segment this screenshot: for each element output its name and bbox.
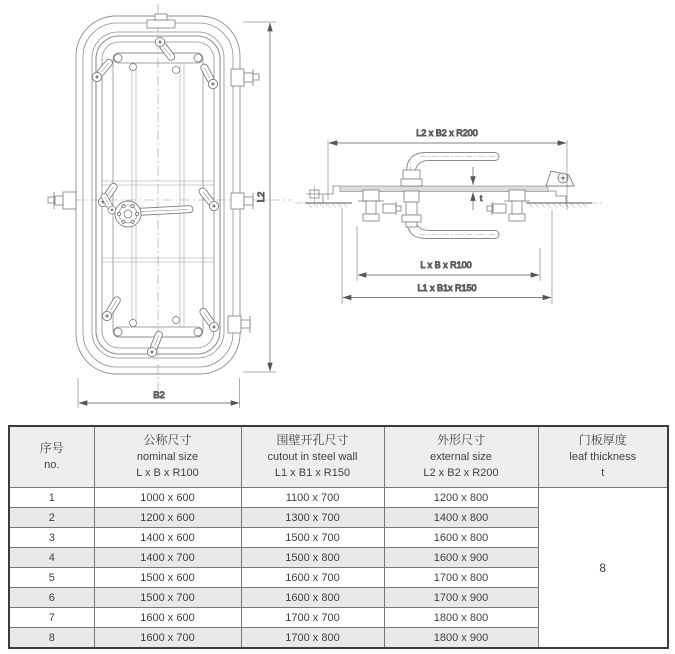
dog-clamp-bottom-left [101,295,123,322]
cell-leaf-thickness: 8 [538,488,668,649]
cell-cutout: 1700 x 700 [241,608,384,628]
header-cutout-zh: 围壁开孔尺寸 [276,433,349,448]
cell-cutout: 1700 x 800 [241,628,384,649]
header-external-en: external size [430,450,492,463]
header-external [384,426,538,488]
cell-cutout: 1500 x 700 [241,528,384,548]
hinge [546,171,574,186]
cell-nominal: 1500 x 600 [94,568,241,588]
header-thickness-formula: t [601,466,605,479]
dog-clamp-top-left [91,57,115,83]
table-header-row [9,426,668,488]
spec-table [8,425,669,649]
table-row [9,488,668,508]
bracket-bottom-right [228,316,250,333]
cell-external: 1800 x 800 [384,608,538,628]
cell-cutout: 1600 x 700 [241,568,384,588]
bracket-mid-left [48,192,76,209]
header-cutout [241,426,384,488]
header-cutout-formula: L1 x B1 x R150 [274,466,351,479]
cell-no: 8 [9,628,94,649]
header-thickness-zh: 门板厚度 [578,433,627,448]
frame-wedge-brackets [48,14,259,333]
bracket-mid-right [231,193,253,209]
dog-clamps [91,36,221,358]
cell-nominal: 1000 x 600 [94,488,241,508]
dim-cutout-size [342,208,552,304]
cell-nominal: 1500 x 700 [94,588,241,608]
header-no-zh: 序号 [39,441,64,456]
header-external-zh: 外形尺寸 [436,433,485,448]
cell-external: 1600 x 900 [384,548,538,568]
cell-nominal: 1600 x 600 [94,608,241,628]
header-thickness-en: leaf thickness [569,450,637,463]
dim-label-cutout: L1 x B1x R150 [417,283,477,293]
cell-external: 1400 x 800 [384,508,538,528]
section-view [295,128,603,304]
cell-no: 7 [9,608,94,628]
front-view [48,4,292,408]
dim-label-external: L2 x B2 x R200 [416,128,478,138]
dim-label-L2: L2 [256,191,267,203]
header-no [9,426,94,488]
steel-wall-right [526,191,592,208]
cell-cutout: 1100 x 700 [241,488,384,508]
dim-label-nominal: L x B x R100 [420,260,472,270]
cell-cutout: 1300 x 700 [241,508,384,528]
dog-bolt-right [487,190,530,221]
central-handle [115,201,193,227]
cell-no: 4 [9,548,94,568]
bracket-top-right [231,69,259,86]
header-external-formula: L2 x B2 x R200 [423,466,499,479]
handle-shaft [401,170,422,227]
dim-front-width [78,378,240,408]
cell-external: 1700 x 900 [384,588,538,608]
cell-no: 5 [9,568,94,588]
cell-no: 2 [9,508,94,528]
dog-clamp-mid-right [197,186,221,213]
cell-no: 3 [9,528,94,548]
cell-external: 1800 x 900 [384,628,538,649]
header-nominal-zh: 公称尺寸 [143,433,192,448]
cell-cutout: 1600 x 800 [241,588,384,608]
cell-nominal: 1400 x 600 [94,528,241,548]
header-thickness [538,426,668,488]
header-nominal [94,426,241,488]
cell-no: 1 [9,488,94,508]
cell-nominal: 1400 x 700 [94,548,241,568]
cell-external: 1700 x 800 [384,568,538,588]
header-nominal-formula: L x B x R100 [136,466,199,479]
dim-label-B2: B2 [153,390,165,401]
dog-bolt-left [358,190,401,221]
cell-cutout: 1500 x 800 [241,548,384,568]
cell-nominal: 1600 x 700 [94,628,241,649]
cell-external: 1600 x 800 [384,528,538,548]
dim-label-t: t [480,194,483,203]
header-nominal-en: nominal size [136,450,199,463]
dog-clamp-top-center [154,36,177,63]
header-no-en: no. [44,458,60,471]
header-cutout-en: cutout in steel wall [267,450,358,463]
cell-external: 1200 x 800 [384,488,538,508]
cell-no: 6 [9,588,94,608]
dog-clamp-top-right [199,62,220,90]
cell-nominal: 1200 x 600 [94,508,241,528]
